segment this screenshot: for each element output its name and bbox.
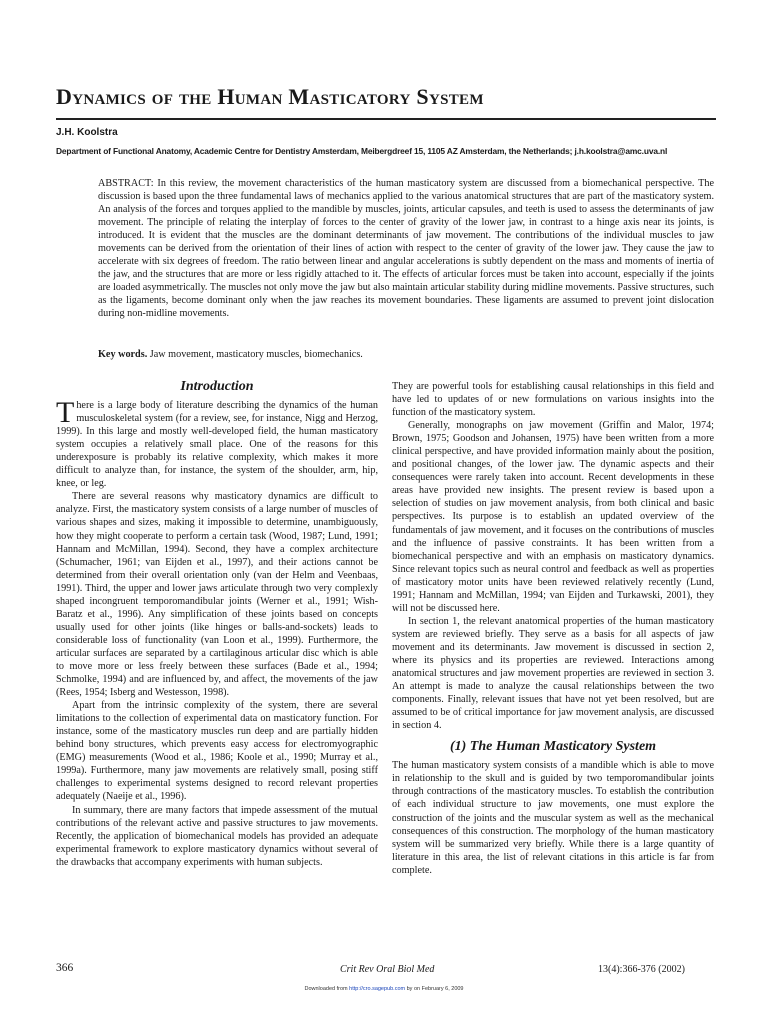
paper-title: Dynamics of the Human Masticatory System [56, 84, 484, 109]
page-number: 366 [56, 962, 74, 974]
download-link[interactable]: http://cro.sagepub.com [349, 986, 406, 992]
abstract [98, 177, 714, 320]
intro-paragraph-7: In section 1, the relevant anatomical properties of the human masticatory system are reviewed briefly. They serve as a basis for all aspects of jaw movement and its determinants. Jaw movement is discussed in section 2, where its physics and its properties are reviewed. Interactions among anatomical structures and jaw movement properties are reviewed in section 3. An attempt is made to analyze the causal relationships between the two components. Finally, relevant issues that have not yet been resolved, but are assumed to be of critical importance for jaw movement analysis, are discussed in section 4. [392, 615, 714, 732]
intro-paragraph-6: Generally, monographs on jaw movement (Griffin and Malor, 1974; Brown, 1975; Goodson and Johansen, 1975) have been written from a more clinical perspective, and have provided information mainly about the position, and positional changes, of the lower jaw. The dynamic aspects and their consequences were rarely taken into account. Recent developments in these areas have provided new insights. The present review is based upon a selection of studies on jaw movement analysis, from both clinical and basic perspectives. Its purpose is to establish an updated overview of the fundamentals of jaw movement, and it focuses on the contributions of muscles and the influence of passive constraints. It has been written from a biomechanical perspective and with an emphasis on masticatory dynamics. Since relevant topics such as neural control and feedback as well as properties of masticatory motor units have been reviewed relatively recently (Lund, 1991; Hannam and McMillan, 1994; van Eijden and Turkawski, 2001), they will not be discussed here. [392, 420, 714, 614]
intro-paragraph-3: Apart from the intrinsic complexity of the system, there are several limitations to the collection of experimental data on masticatory function. For instance, some of the masticatory muscles run deep and are partially hidden behind bony structures, which prevents easy access for electromyographic (EMG) measurements (Wood et al., 1986; Koole et al., 1990; Murray et al., 1999a). Furthermore, many jaw movements are relatively small, posing stiff challenges to experimental systems designed to record relevant properties adequately (Naeije et al., 1996). [56, 700, 378, 803]
intro-paragraph-1: There is a large body of literature describing the dynamics of the human musculoskeletal system (for a review, see, for instance, Nigg and Herzog, 1999). In this large and mostly well-developed field, the human masticatory system occupies a relatively small place. One of the reasons for this underexposure is probably its relative complexity, which makes it more difficult to analyze than, for instance, the system of the shoulder, arm, hip, knee, or leg. [56, 396, 378, 490]
left-column [56, 380, 378, 869]
intro-paragraph-5: They are powerful tools for establishing causal relationships in this field and have led to updates of or new formulations on various insights into the function of the masticatory system. [392, 381, 714, 419]
section1-paragraph-1: The human masticatory system consists of a mandible which is able to move in relationship to the skull and is guided by two temporomandibular joints through contractions of the masticatory muscles. To establish the contribution of each individual structure to jaw movements, one must explore the construction of the joints and the muscular system as well as the mechanical consequences of this construction. The morphology of the human masticatory system will be summarized very briefly. While there is a large quantity of literature in this area, the list of relevant citations in this article is far from complete. [392, 760, 714, 876]
right-column [392, 380, 714, 877]
keywords-text: Jaw movement, masticatory muscles, biomechanics. [149, 349, 363, 360]
keywords-label: Key words. [98, 349, 148, 360]
abstract-text: In this review, the movement characteristics of the human masticatory system are discussed from a biomechanical perspective. The discussion is based upon the three fundamental laws of mechanics applied to the various anatomical structures that are part of the masticatory system. An analysis of the forces and torques applied to the mandible by muscles, joints, articular capsules, and teeth is used to assess the determinants of jaw movement. The principle of relating the interplay of forces to the center of gravity of the lower jaw, in contrast to a hinge axis near its joints, is introduced. It is evident that the muscles are the dominant determinants of jaw movement. The contributions of the individual muscles to jaw movements can be derived from the orientation of their lines of action with respect to the center of gravity of the lower jaw. They cause the jaw to accelerate with six degrees of freedom. The ratio between linear and angular accelerations is subtly dependent on the mass and moments of inertia of the jaw, and the structures that are more or less rigidly attached to it. The effects of articular forces must be taken into account, especially if the joints are loaded asymmetrically. The muscles not only move the jaw but also maintain articular stability during midline movements. Passive structures, such as the ligaments, become dominant only when the jaw reaches its movement boundaries. These ligaments are assumed to prevent joint dislocation during non-midline movements. [98, 178, 715, 319]
abstract-label: ABSTRACT: [98, 178, 154, 189]
section1-heading: (1) The Human Masticatory System [449, 739, 657, 755]
intro-paragraph-4: In summary, there are many factors that impede assessment of the mutual contributions of the relevant active and passive structures to jaw movements. Recently, the application of biomechanical models has provided an adequate experimental framework to explore masticatory dynamics without several of the drawbacks that accompany experiments with human subjects. [56, 804, 378, 868]
journal-name: Crit Rev Oral Biol Med [340, 964, 435, 975]
citation: 13(4):366-376 (2002) [598, 964, 685, 975]
title-rule [56, 118, 716, 120]
intro-heading: Introduction [180, 379, 254, 394]
download-notice: Downloaded from http://cro.sagepub.com by on February 6, 2009 [304, 986, 464, 992]
keywords [98, 349, 714, 360]
author: J.H. Koolstra [56, 127, 118, 138]
affiliation: Department of Functional Anatomy, Academic Centre for Dentistry Amsterdam, Meibergdreef 15, 1105 AZ Amsterdam, the Netherlands; j.h.koolstra@amc.uva.nl [56, 146, 668, 156]
intro-paragraph-2: There are several reasons why masticatory dynamics are difficult to analyze. First, the masticatory system consists of a large number of muscles of various shapes and sizes, making it impossible to determine, unambiguously, how they might cooperate to perform a certain task (Wood, 1987; Lund, 1991; Hannam and McMillan, 1994). Second, they have a complex architecture (Schumacher, 1961; van Eijden et al., 1997), and their actions cannot be determined from their overall orientation only (van der Helm and Veenbaas, 1991). Third, the upper and lower jaws articulate through two very complexly shaped incongruent temporomandibular joints (Werner et al., 1991; Wish-Baratz et al., 1996). Any simplification of these joints based on concepts usually used for other joints (like hinges or balls-and-sockets) leads to considerable loss of functionality (van Loon et al., 1999). Furthermore, the articular surfaces are separated by a cartilaginous articular disc which is able to move more or less freely between these surfaces (Bade et al., 1994; Schmolke, 1994) and are influenced by, and affect, the movements of the jaw (Rees, 1954; Isberg and Westesson, 1998). [56, 491, 378, 699]
drop-cap: T [56, 396, 75, 430]
